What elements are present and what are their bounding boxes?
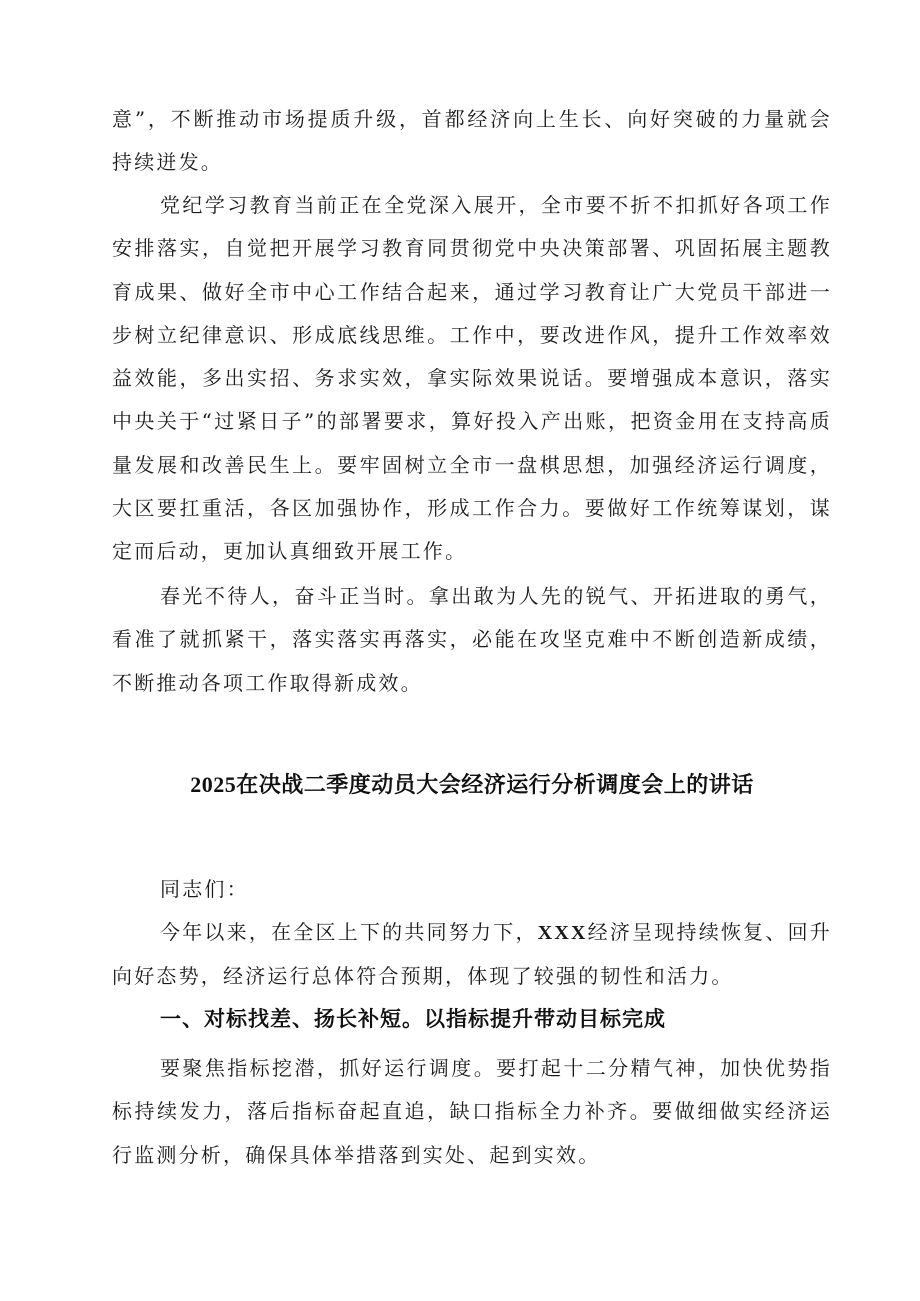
- intro-paragraph: [112, 911, 832, 999]
- intro-suffix: 经济呈现持续恢复、回升向好态势，经济运行总体符合预期，体现了较强的韧性和活力。: [112, 920, 833, 989]
- greeting: 同志们：: [160, 877, 249, 901]
- continuation-paragraph: 意”，不断推动市场提质升级，首都经济向上生长、向好突破的力量就会持续迸发。: [112, 107, 832, 175]
- region-placeholder: XXX: [537, 922, 588, 944]
- speech-title: 2025在决战二季度动员大会经济运行分析调度会上的讲话: [190, 772, 754, 797]
- intro-prefix: 今年以来，在全区上下的共同努力下，: [160, 920, 538, 944]
- closing-paragraph: 春光不待人，奋斗正当时。拿出敢为人先的锐气、开拓进取的勇气，看准了就抓紧干，落实落实再落实，必能在攻坚克难中不断创造新成绩，不断推动各项工作取得新成效。: [112, 584, 832, 695]
- section-paragraph: 要聚焦指标挖潜，抓好运行调度。要打起十二分精气神，加快优势指标持续发力，落后指标奋起直追，缺口指标全力补齐。要做细做实经济运行监测分析，确保具体举措落到实处、起到实效。: [112, 1056, 832, 1167]
- discipline-education-paragraph: 党纪学习教育当前正在全党深入展开，全市要不折不扣抓好各项工作安排落实，自觉把开展学习教育同贯彻党中央决策部署、巩固拓展主题教育成果、做好全市中心工作结合起来，通过学习教育让广大党员干部进一步树立纪律意识、形成底线思维。工作中，要改进作风，提升工作效率效益效能，多出实招、务求实效，拿实际效果说话。要增强成本意识，落实中央关于“过紧日子”的部署要求，算好投入产出账，把资金用在支持高质量发展和改善民生上。要牢固树立全市一盘棋思想，加强经济运行调度，大区要扛重活，各区加强协作，形成工作合力。要做好工作统筹谋划，谋定而后动，更加认真细致开展工作。: [112, 193, 832, 564]
- section-heading: 一、对标找差、扬长补短。以指标提升带动目标完成: [160, 1007, 666, 1031]
